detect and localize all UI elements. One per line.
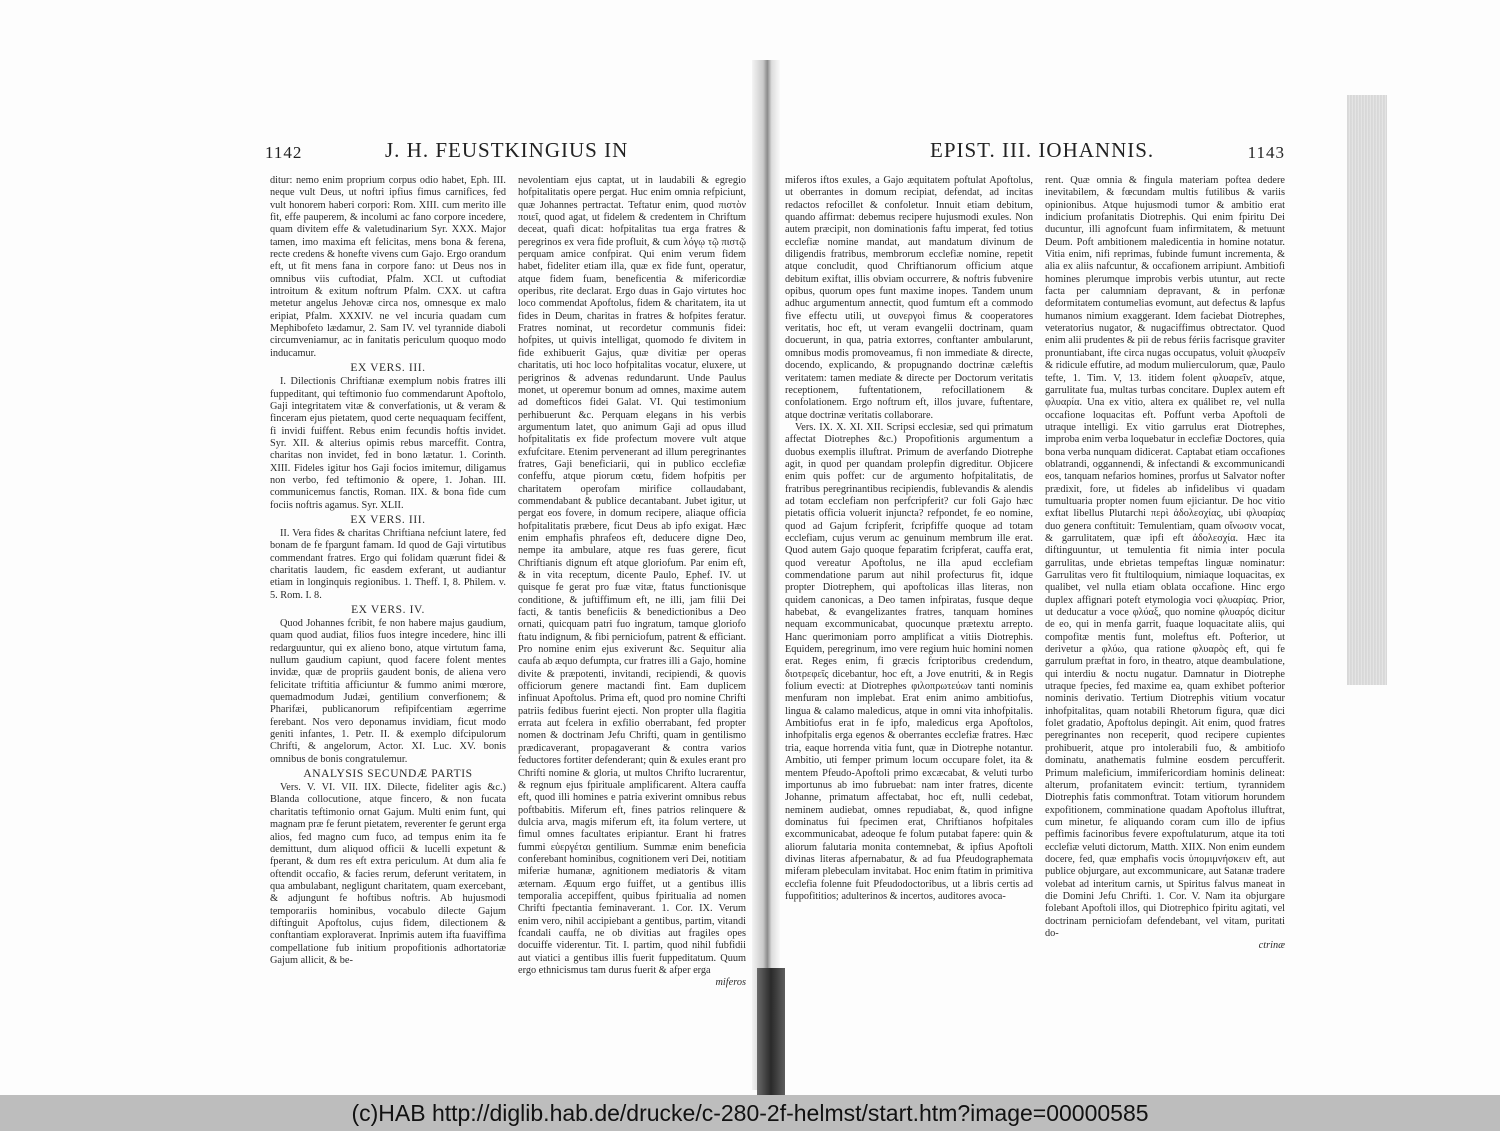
section-heading: ANALYSIS SECUNDÆ PARTIS [303, 768, 473, 781]
section-heading: EX VERS. III. [350, 513, 426, 526]
paragraph: I. Dilectionis Chriftianæ exemplum nobis fratres illi fuppeditant, qui teftimonio fuo commendarunt Apoftolo, Gaji integritatem vitæ & converfationis, ut & veram & finceram ejus pietatem, quod certe nequaquam feciffent, fi invidi fuiffent. Rebus enim fecundis hoftis invidet. Syr. XII. & alterius opimis rebus marceffit. Contra, charitas non invidet, fed in bono lætatur. 1. Corinth. XIII. Fideles igitur hos Gaji focios imitemur, diligamus non verbo, fed teftimonio & opere, 1. Johan. III. communicemus fanctis, Roman. IIX. & bona fide cum fociis noftris agamus. Syr. XLII. [270, 376, 506, 511]
right-page-column-2 [1045, 175, 1285, 1000]
source-credit-bar [0, 1095, 1500, 1131]
left-page [180, 0, 760, 1095]
paragraph: miferos iftos exules, a Gajo æquitatem poftulat Apoftolus, ut oberrantes in domum recipiat, defendat, ad incitas redactos refocillet & confoletur. Innuit etiam debitum, quando affirmat: debemus recipere hujusmodi exules. Non autem præcipit, non dominationis faftu imperat, fed totius ecclefiæ nomine mandat, aut mandatum divinum de diligendis fratribus, membrorum ecclefiæ nomine, repetit atque concludit, quod Chriftianorum officium atque debitum exiftat, illis obviam occurrere, & noftris fubvenire opibus, quorum opes funt maxime inopes. Tandem unum adhuc argumentum annectit, quod fumtum eft a commodo five effectu utili, ut συνεργοὶ fimus & cooperatores veritatis, hoc eft, ut veram evangelii doctrinam, quam docuerunt, in qua, patria extorres, conftanter ambularunt, omnibus modis promoveamus, fi non immediate & directe, docendo, explicando, & propugnando doctrinæ cæleftis veritatem: tamen mediate & directe per Doctorum veritatis receptionem, fuftentationem, refocillationem & confolationem. Ergo noftrum eft, illos juvare, fuftentare, atque doctrinæ veritatis collaborare. [785, 175, 1033, 421]
paragraph: Vers. V. VI. VII. IIX. Dilecte, fideliter agis &c.) Blanda collocutione, atque fincero, & non fucata charitatis teftimonio ornat Gajum. Multi enim funt, qui magnam præ fe ferunt pietatem, reverenter fe gerunt erga alios, fed magno cum fuco, ad tempus enim ita fe demittunt, dum aliquod officii & lucelli expetunt & fperant, & dum res eft extra periculum. At dum alia fe oftendit occafio, & facies rerum, deferunt veritatem, in qua ambulabant, negligunt charitatem, quam exercebant, & adjungunt fe hoftibus noftris. Ab hujusmodi temporariis hominibus, vocabulo dilecte Gajum diftinguit Apoftolus, cujus fidem, dilectionem & conftantiam exploraverat. Inprimis autem ifta fuaviffima compellatione fub initium propofitionis adhortatoriæ Gajum allicit, & be- [270, 782, 506, 966]
paragraph: II. Vera fides & charitas Chriftiana nefciunt latere, fed bonam de fe fpargunt famam. Id quod de Gaji virtutibus commendant fratres. Ergo qui folidam quærunt fidei & charitatis laudem, fic easdem exferant, ut audiantur etiam in longinquis regionibus. 1. Theff. I, 8. Philem. v. 5. Rom. I. 8. [270, 527, 506, 601]
right-page-number: 1143 [1247, 143, 1285, 162]
left-page-column-1 [270, 175, 506, 995]
left-running-header [265, 138, 755, 168]
catchword: ctrinæ [1258, 940, 1285, 952]
left-running-head: J. H. FEUSTKINGIUS IN [385, 138, 629, 162]
paragraph: nevolentiam ejus captat, ut in laudabili & egregio hofpitalitatis opere pergat. Huc enim omnia refpiciunt, quæ Johannes pertractat. Teftatur enim, quod πιστὸν ποιεῖ, quod agat, ut fidelem & credentem in Chriftum deceat, quafi dicat: hofpitalitas tua erga fratres & peregrinos ex vera fide profluit, & cum λόγῳ τῷ πιστῷ perquam amice confpirat. Qui enim verum fidem habet, fideliter etiam illa, quæ ex fide funt, operatur, atque fidem fuam, beneficentia & mifericordiæ operibus, rite declarat. Ergo duas in Gajo virtutes hoc loco commendat Apoftolus, fidem & charitatem, ita ut fides in Deum, charitas in fratres & hofpites feratur. Fratres nominat, ut recordetur communis fidei: hofpites, ut quivis intelligat, quomodo fe divitem in fide exhibuerit Gajus, quæ divitiæ per operas charitatis, uti hoc loco hofpitalitas vocatur, eluxere, ut perigrinos & advenas redundarunt. Unde Paulus monet, ut operemur bonum ad omnes, maxime autem ad domefticos fidei Galat. VI. Qui testimonium perhibuerunt &c. Perquam elegans in his verbis argumentum latet, quo animum Gaji ad opus illud hofpitalitatis ex fide profectum movere vult atque exfufcitare. Etenim pervenerant ad illum peregrinantes fratres, Gaji beneficiarii, qui in publico ecclefiæ confeffu, atque piorum cœtu, fidem hofpitis per charitatem operofam mirifice collaudabant, commendabant & publice decantabant. Jubet igitur, ut pergat eos fovere, in domum recipere, aliaque officia hofpitalitatis præbere, ficut Deus ab ipfo exigat. Hæc enim emphafis phrafeos eft, deducere digne Deo, nempe ita ambulare, atque res fuas gerere, ficut Chriftianis dignum eft atque gloriofum. Par enim eft, & in vita receptum, dicente Paulo, Ephef. IV. ut quisque fe gerat pro fuæ vitæ, ftatus functionisque conditione, & juftiffimum eft, ne illi, jam filii Dei facti, & tantis beneficiis & benedictionibus a Deo ornati, quicquam patri fuo ingratum, tamque gloriofo ftatu indignum, & fibi perniciofum, patrent & efficiant. Pro nomine enim ejus exiverunt &c. Sequitur alia caufa ab æquo defumpta, cur fratres illi a Gajo, homine divite & præpotenti, invitandi, recipiendi, & quovis officiorum genere mactandi fint. Eam duplicem infinuat Apoftolus. Prima eft, quod pro nomine Chrifti patriis fedibus fuerint ejecti. Non propter ulla flagitia errata aut fcelera in exfilio oberrabant, fed propter nomen & doctrinam Jefu Chrifti, quam in gentilismo prædicaverant, propagaverant & contra varios feductores fortiter defenderant; quin & exules erant pro Chrifti nomine & gloria, ut multos Chrifto lucrarentur, & regnum ejus fpirituale amplificarent. Altera cauffa eft, quod illi homines e patria exiverint omnibus rebus poftbabitis. Miferum eft, fines patrios relinquere & dulcia arva, magis miferum eft, ita folum vertere, ut fimul omnes facultates eripiantur. Erant hi fratres fummi εὐεργέται gentilium. Summæ enim beneficia conferebant hominibus, cognitionem veri Dei, notitiam miferiæ humanæ, agnitionem mediatoris & vitam æternam. Æquum ergo fuiffet, ut a gentibus illis temporalia accepiffent, quibus fpiritualia ad nomen Chrifti fpectantia feminaverant. 1. Cor. IX. Verum enim vero, nihil accipiebant a gentibus, partim, vitandi fcandali cauffa, ne ob divitias aut fragiles opes docuiffe viderentur. Tit. I. partim, quod nihil fubfidii aut viatici a gentibus illis fuerit fuppeditatum. Quum ergo ethnicismus tam durus fuerit & afper erga [518, 175, 746, 976]
left-page-column-2 [518, 175, 746, 995]
right-running-header [785, 138, 1285, 168]
left-page-number: 1142 [265, 143, 303, 162]
right-page [765, 0, 1365, 1095]
catchword: miferos [715, 977, 746, 989]
right-running-head: EPIST. III. IOHANNIS. [930, 138, 1155, 162]
paragraph: Vers. IX. X. XI. XII. Scripsi ecclesiæ, sed qui primatum affectat Diotrephes &c.) Propofitionis argumentum a duobus exemplis illuftrat. Primum de averfando Diotrephe agit, in quod per quandam prolepfin digreditur. Objicere enim quis poffet: cur de argumento hofpitalitatis, de fratribus peregrinantibus recipiendis, fublevandis & alendis ad totam ecclefiam non perfcripferit? cur foli Gajo hæc pietatis officia voluerit injuncta? refpondet, fe eo nomine, quod ad Gajum fcripferit, fcripfiffe quoque ad totam ecclefiam, cujus verum ac genuinum membrum ille erat. Quod autem Gajo quoque feparatim fcripferat, cauffa erat, quod vereatur Apoftolus, ne illa apud ecclefiam commendatione parum aut nihil profecturus fit, idque propter Diotrephem, qui apoftolicas illas literas, non quidem canonicas, a Deo tamen infpiratas, fusque deque habebat, & evangelizantes fratres, tanquam homines nequam excommunicabat, quocunque prætextu arrepto. Hanc querimoniam porro amplificat a vitiis Diotrephis. Equidem, peregrinum, imo vere regium huic homini nomen erat. Reges enim, fi græcis fcriptoribus credendum, διοτρεφεῖς dicebantur, hoc eft, a Jove enutriti, & in Regis folium evecti: at Diotrephes φιλοπρωτεύων tanti nominis menfuram non implebat. Erat enim animo ambitiofus, lingua & calamo maledicus, atque in omni vita inhofpitalis. Ambitiofus erat in fe ipfo, maledicus erga Apoftolos, inhofpitalis erga egenos & oberrantes ecclefiæ fratres. Hæc tria, eaque horrenda vitia funt, quæ in Diotrephe notantur. Ambitio, uti femper primum locum occupare folet, ita & mentem Pfeudo-Apoftoli primo excæcabat, & veluti turbo importunus ab imo fubruebat: nam inter fratres, dicente Johanne, primatum affectabat, hoc eft, nulli cedebat, neminem audiebat, omnes repudiabat, &, quod infigne dominatus fui fpecimen erat, Chriftianos hofpitales excommunicabat, adeoque fe folum putabat fapere: quin & aliorum falutaria monita contemnebat, & ipfius Apoftoli divinas literas afpernabatur, & ad fua Pfeudographemata miferam plebeculam invitabat. Hoc enim ftatim in primitiva ecclefia folenne fuit Pfeudodoctoribus, ut a libris certis ad fuppofititios; adulterinos & incertos, auditores avoca- [785, 421, 1033, 902]
right-page-column-1 [785, 175, 1033, 1000]
paragraph: Quod Johannes fcribit, fe non habere majus gaudium, quam quod audiat, filios fuos integre incedere, hinc illi redarguuntur, qui ex alieno bono, atque virtutum fama, nullum gaudium capiunt, quod facere folent mentes invidæ, quæ de propriis gaudent bonis, de aliena vero felicitate triftitia afficiuntur & fummo animi mœrore, quemadmodum Judæi, gentilium converfionem; & Pharifæi, publicanorum refipifcentiam ægerrime ferebant. Nos vero deponamus invidiam, ficut modo geniti infantes, 1. Petr. II. & exemplo difcipulorum Chrifti, & angelorum, Actor. XI. Luc. XV. bonis omnibus de bonis congratulemur. [270, 618, 506, 765]
paragraph: rent. Quæ omnia & fingula materiam poftea dedere inevitabilem, & fœcundam multis futilibus & variis opinionibus. Atque hujusmodi tumor & ambitio erat indicium profanitatis Diotrephis. Qui enim fpiritu Dei ducuntur, illi agnofcunt fuam infirmitatem, & metuunt Deum. Poft ambitionem maledicentia in homine notatur. Vitia enim, nifi reprimas, fubinde fumunt incrementa, & alia ex aliis nafcuntur, & occafionem arripiunt. Ambitiofi homines plerumque improbis verbis utuntur, aut recte facta per calumniam depravant, & in perfonæ deformitatem contumelias evomunt, aut defectus & lapfus humanos nimium exaggerant. Idem faciebat Diotrephes, veteratorius nugator, & nugaciffimus obtrectator. Quod enim alii prudentes & pii de rebus fériis facrisque graviter pronuntiabant, ifte circa nugas occupatus, voluit φλυαρεῖν & ridicule effutire, ad modum mulierculorum, quæ, Paulo tefte, 1. Tim. V, 13. itidem folent φλυαρεῖν, atque, garrulitate fua, multas turbas concitare. Duplex autem eft φλυαρία. Una ex vitio, altera ex quálibet re, vel nulla occafione loquacitas eft. Poffunt verba Apoftoli de utraque intelligi. Ex vitio garrulus erat Diotrephes, improba enim verba loquebatur in ecclefiæ Doctores, quia bona verba nunquam didicerat. Captabat etiam occafiones oblatrandi, oggannendi, & infectandi & excommunicandi eos, tanquam nefarios homines, prorfus ut Salvator nofter prædixit, fore, ut fideles ab infidelibus vi quadam tumultuaria propter nomen fuum ejiciantur. De hoc vitio exftat libellus Plutarchi περὶ ἀδολεσχίας, ubi φλυαρίας duo genera conftituit: Temulentiam, quam οἴνωσιν vocat, & garrulitatem, quæ ipfi eft ἀδολεσχία. Hæc ita diftinguuntur, ut temulentia fit nimia inter pocula garrulitas, unde ebrietas tempeftas linguæ nominatur: Garrulitas vero fit ftultiloquium, nimiaque loquacitas, ex qualibet, vel nulla etiam oblata occafione. Hinc ergo duplex affignari poteft etymologia voci φλυαρίας. Prior, ut deducatur a voce φλύαξ, quo nomine φλυαρός dicitur de eo, qui in menfa garrit, fuaque loquacitate aliis, qui compofitæ mentis funt, moleftus eft. Pofterior, ut derivetur a φλύω, qua ratione φλυαρὸς eft, qui fe garrulum præftat in foro, in theatro, atque deambulatione, qui interdiu & noctu nugatur. Damnatur in Diotrephe utraque fpecies, fed maxime ea, quam exhibet pofterior nominis derivatio. Tertium Diotrephis vitium vocatur inhofpitalitas, quam notabili Rhetorum figura, quæ dici folet gradatio, Apoftolus depingit. Ait enim, quod fratres peregrinantes non receperit, quod recipere cupientes prohibuerit, atque pro intolerabili fuo, & ambitiofo dominatu, anathematis fulmine eosdem percufferit. Primum maleficium, immifericordiam hominis delineat: alterum, profanitatem evincit: tertium, tyrannidem Diotrephis fatis commonftrat. Totam vitiorum horundem expofitionem, comminatione quadam Apoftolus illuftrat, cum minetur, fe aliquando coram cum illo de ipfius peffimis facinoribus fevere expoftulaturum, atque ita toti ecclefiæ veluti dictorum, Matth. XIIX. Non enim eundem docere, fed, quæ emphafis vocis ὑπομιμνήσκειν eft, aut publice objurgare, aut excommunicare, aut Satanæ tradere volebat ad interitum carnis, ut Spiritus falvus maneat in die Domini Jefu Chrifti. 1. Cor. V. Nam ita objurgare folebant Apoftoli illos, qui Diotrephico fpiritu agitati, vel doctrinam perniciofam defendebant, vel vitam, puritati do- [1045, 175, 1285, 939]
section-heading: EX VERS. IV. [351, 604, 425, 616]
page-edge-stack [1347, 95, 1387, 685]
paragraph: ditur: nemo enim proprium corpus odio habet, Eph. III. neque vult Deus, ut noftri ipfius fimus carnifices, fed vult honorem haberi corpori: Rom. XIII. cum merito ille fit, effe pauperem, & incolumi ac fano corpore incedere, quam divitem effe & valetudinarium Syr. XXX. Major tamen, imo maxima eft felicitas, mens bona & ferena, recte credens & honefte vivens cum Gajo. Ergo orandum eft, ut fit mens fana in corpore fano: ut Deus nos in omnibus viis cuftodiat, Pfalm. XCI. ut cuftodiat introitum & exitum noftrum Pfalm. CXX. ut caftra metetur angelus Jehovæ circa nos, omnesque ex malo eripiat, Pfalm. XXXIV. ne vel incuria quadam cum Mephibofeto lædamur, 2. Sam IV. vel tyrannide diaboli circumveniamur, ac in fanitatis periculum quoquo modo inducamur. [270, 175, 506, 359]
section-heading: EX VERS. III. [350, 362, 426, 375]
source-credit-text: (c)HAB http://diglib.hab.de/drucke/c-280-2f-helmst/start.htm?image=00000585 [351, 1099, 1149, 1126]
